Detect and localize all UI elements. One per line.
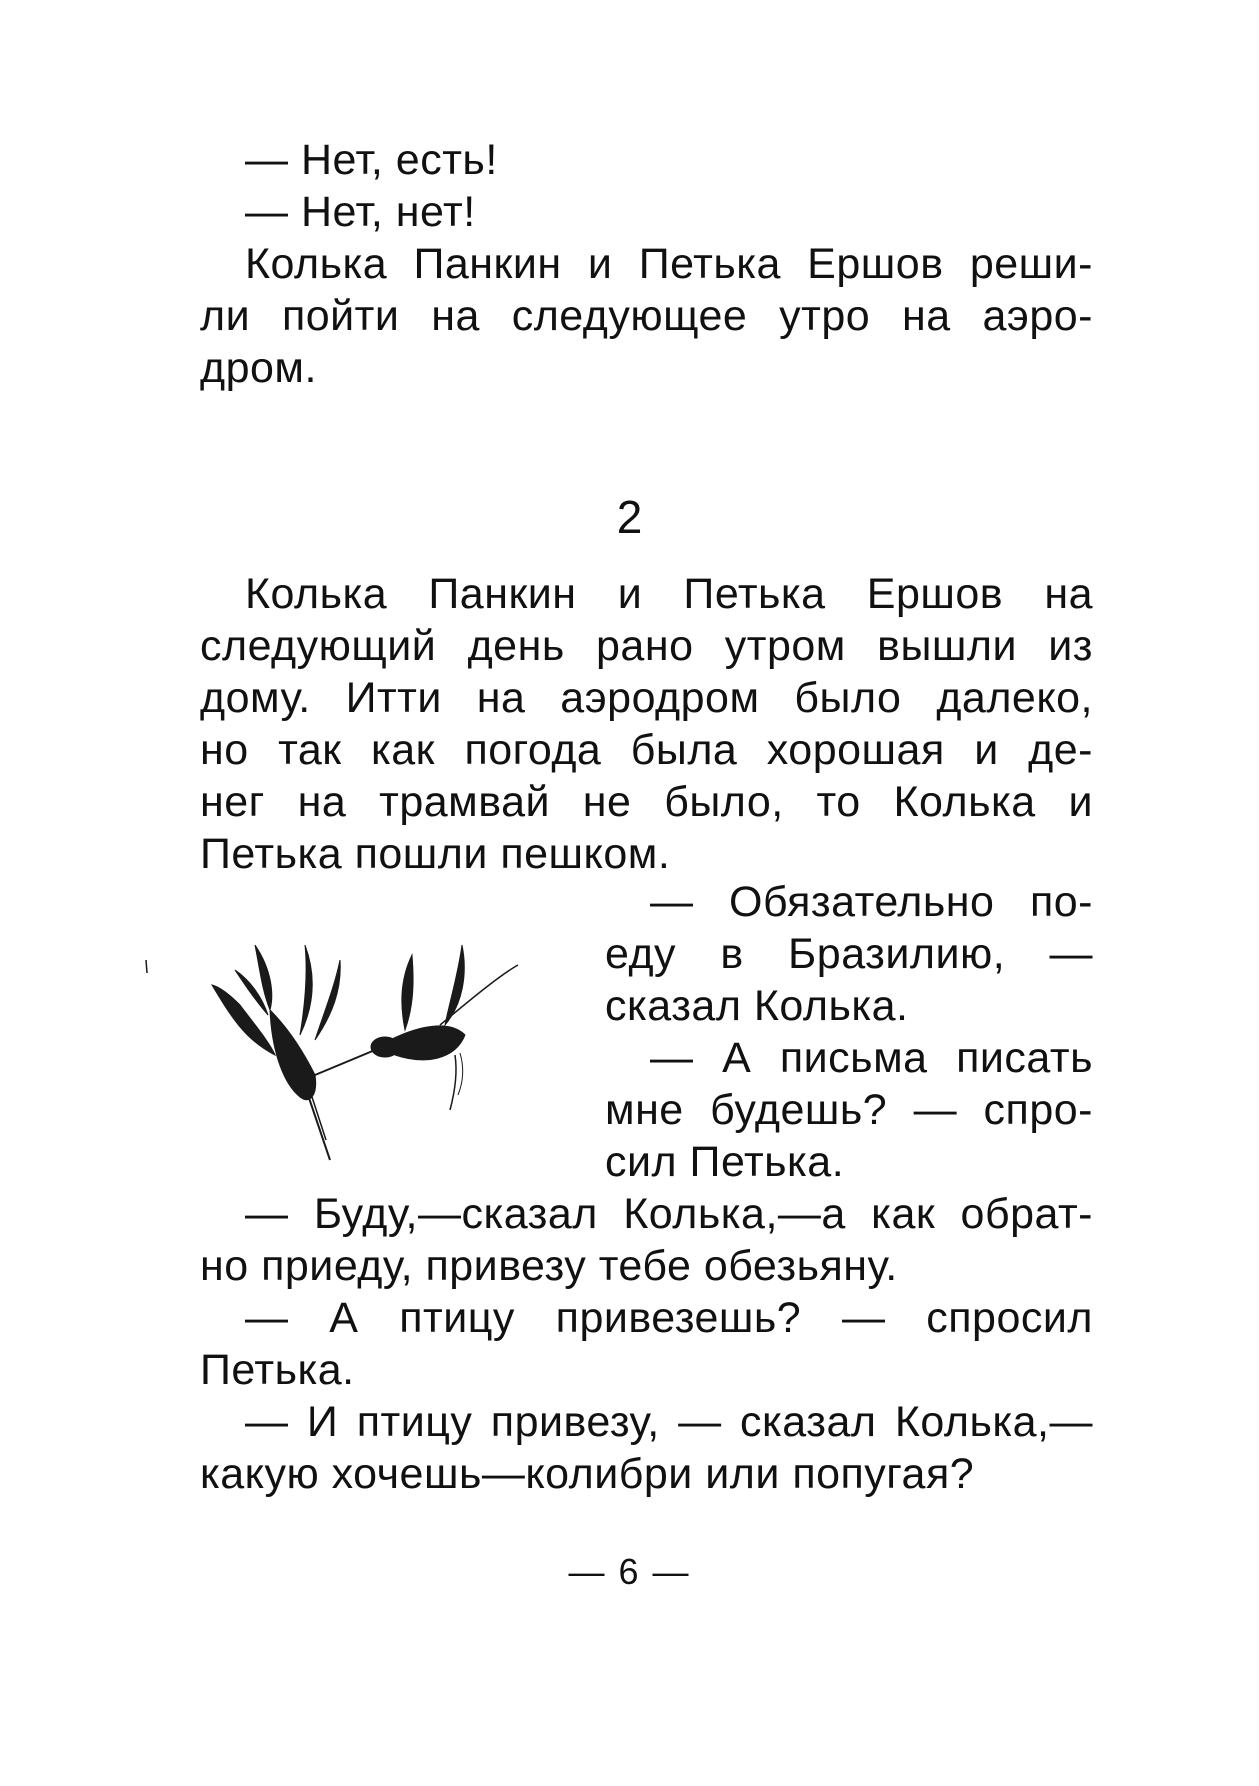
paragraph-line: дому. Итти на аэродром было далеко, xyxy=(200,674,1093,722)
dialogue-line: какую хочешь—колибри или попугая? xyxy=(200,1450,975,1498)
dialogue-line: сказал Колька. xyxy=(605,982,909,1030)
hummingbirds-illustration xyxy=(200,925,575,1180)
dialogue-line: — А письма писать xyxy=(650,1034,1093,1082)
paragraph-line: следующий день рано утром вышли из xyxy=(200,622,1093,670)
dialogue-line: Петька. xyxy=(200,1346,355,1394)
dialogue-line: — Буду,—сказал Колька,—а как обрат- xyxy=(245,1190,1093,1238)
paragraph-line: но так как погода была хорошая и де- xyxy=(200,726,1093,774)
chapter-number: 2 xyxy=(616,491,643,543)
paragraph-line: дром. xyxy=(200,344,317,392)
dialogue-line: еду в Бразилию, — xyxy=(605,930,1093,978)
paragraph-line: Колька Панкин и Петька Ершов реши- xyxy=(245,240,1093,288)
dialogue-line: — Обязательно по- xyxy=(650,878,1093,926)
dialogue-line: — Нет, нет! xyxy=(245,188,476,236)
dialogue-line: — А птицу привезешь? — спросил xyxy=(245,1294,1093,1342)
dialogue-line: — И птицу привезу, — сказал Колька,— xyxy=(245,1398,1093,1446)
hummingbird-right xyxy=(315,945,518,1110)
paragraph-line: ли пойти на следующее утро на аэро- xyxy=(200,292,1093,340)
dialogue-line: — Нет, есть! xyxy=(245,136,498,184)
dialogue-line: сил Петька. xyxy=(605,1138,845,1186)
dialogue-line: но приеду, привезу тебе обезьяну. xyxy=(200,1242,898,1290)
dialogue-line: мне будешь? — спро- xyxy=(605,1086,1093,1134)
hummingbird-left xyxy=(212,945,340,1160)
paragraph-line: Колька Панкин и Петька Ершов на xyxy=(245,570,1093,618)
stray-ink-mark xyxy=(145,960,149,974)
page-number: — 6 — xyxy=(568,1551,691,1592)
paragraph-line: нег на трамвай не было, то Колька и xyxy=(200,778,1093,826)
paragraph-line: Петька пошли пешком. xyxy=(200,830,671,878)
